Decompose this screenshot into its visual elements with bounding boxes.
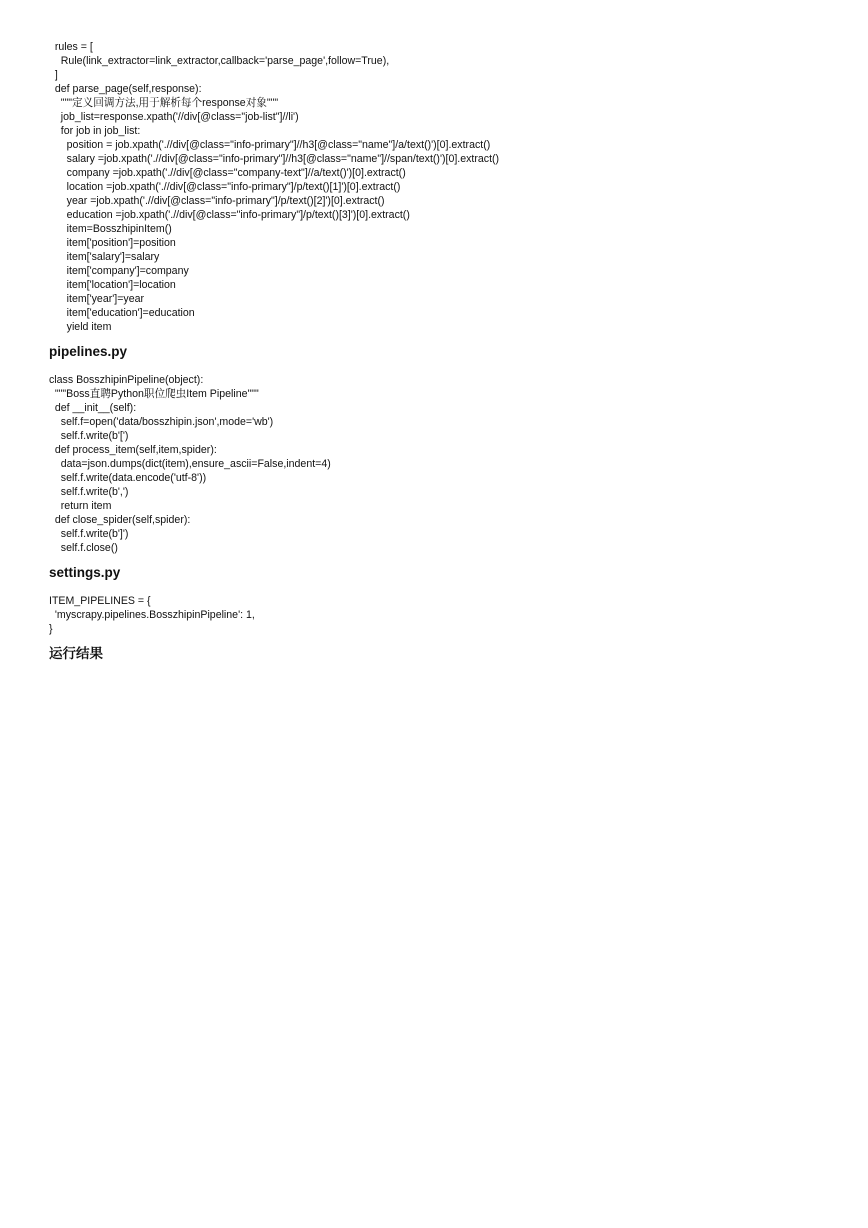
code-line: item=BosszhipinItem()	[49, 223, 172, 235]
code-line: year =job.xpath('.//div[@class="info-primary"]/p/text()[2]')[0].extract()	[49, 195, 385, 207]
document-page	[49, 40, 839, 663]
heading-pipelines: pipelines.py	[49, 344, 128, 359]
pipelines-code-block	[49, 373, 839, 555]
code-line: rules = [	[49, 41, 93, 53]
spider-code-block	[49, 40, 839, 334]
code-line: class BosszhipinPipeline(object):	[49, 374, 204, 386]
code-line: def parse_page(self,response):	[49, 83, 202, 95]
code-line: company =job.xpath('.//div[@class="company-text"]//a/text()')[0].extract()	[49, 167, 406, 179]
code-line: def process_item(self,item,spider):	[49, 444, 217, 456]
code-line: Rule(link_extractor=link_extractor,callback='parse_page',follow=True),	[49, 55, 390, 67]
code-line: self.f.write(b',')	[49, 486, 129, 498]
code-line: self.f=open('data/bosszhipin.json',mode='wb')	[49, 416, 274, 428]
code-line: location =job.xpath('.//div[@class="info-primary"]/p/text()[1]')[0].extract()	[49, 181, 401, 193]
code-line: ]	[49, 69, 58, 81]
code-line: """Boss直聘Python职位爬虫Item Pipeline"""	[49, 388, 259, 400]
code-line: for job in job_list:	[49, 125, 141, 137]
code-line: def __init__(self):	[49, 402, 137, 414]
code-line: self.f.close()	[49, 542, 118, 554]
code-line: }	[49, 623, 53, 635]
code-line: salary =job.xpath('.//div[@class="info-primary"]//h3[@class="name"]//span/text()')[0].extract()	[49, 153, 500, 165]
heading-run-result: 运行结果	[49, 646, 103, 661]
code-line: return item	[49, 500, 112, 512]
code-line: item['education']=education	[49, 307, 195, 319]
code-line: ITEM_PIPELINES = {	[49, 595, 151, 607]
code-line: def close_spider(self,spider):	[49, 514, 191, 526]
code-line: self.f.write(data.encode('utf-8'))	[49, 472, 207, 484]
code-line: item['salary']=salary	[49, 251, 160, 263]
code-line: position = job.xpath('.//div[@class="info-primary"]//h3[@class="name"]/a/text()')[0].extract()	[49, 139, 491, 151]
settings-code-block	[49, 594, 839, 636]
code-line: job_list=response.xpath('//div[@class="job-list"]//li')	[49, 111, 299, 123]
heading-settings: settings.py	[49, 565, 121, 580]
code-line: item['year']=year	[49, 293, 145, 305]
code-line: self.f.write(b']')	[49, 528, 129, 540]
code-line: self.f.write(b'[')	[49, 430, 129, 442]
code-line: yield item	[49, 321, 112, 333]
code-line: education =job.xpath('.//div[@class="info-primary"]/p/text()[3]')[0].extract()	[49, 209, 410, 221]
code-line: """定义回调方法,用于解析每个response对象"""	[49, 97, 279, 109]
code-line: item['position']=position	[49, 237, 176, 249]
code-line: data=json.dumps(dict(item),ensure_ascii=False,indent=4)	[49, 458, 331, 470]
code-line: item['company']=company	[49, 265, 189, 277]
code-line: 'myscrapy.pipelines.BosszhipinPipeline': 1,	[49, 609, 255, 621]
code-line: item['location']=location	[49, 279, 176, 291]
